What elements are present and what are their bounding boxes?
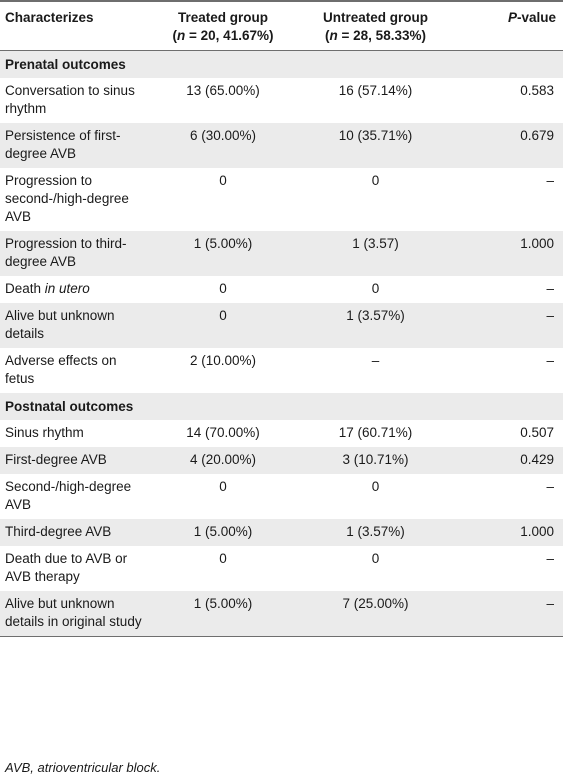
p-value-cell: –: [453, 546, 563, 591]
row-label: [0, 168, 148, 231]
row-label: [0, 348, 148, 393]
row-label-text: Persistence of first-degree AVB: [5, 128, 121, 161]
row-label: [0, 276, 148, 303]
row-label: [0, 231, 148, 276]
untreated-cell: –: [298, 348, 453, 393]
p-value-cell: –: [453, 348, 563, 393]
table-row: [0, 474, 563, 519]
section-heading: Prenatal outcomes: [0, 51, 563, 79]
table-row: [0, 168, 563, 231]
header-p-suffix: -value: [516, 10, 556, 25]
treated-cell: 0: [148, 303, 298, 348]
untreated-cell: 16 (57.14%): [298, 78, 453, 123]
row-label-text: Second-/high-degree AVB: [5, 479, 132, 512]
untreated-cell: 0: [298, 474, 453, 519]
table-footnote: AVB, atrioventricular block.: [5, 760, 161, 775]
header-p-value: [453, 1, 563, 51]
header-untreated-group: Untreated group (n = 28, 58.33%): [298, 1, 453, 51]
table-row: [0, 519, 563, 546]
section-heading: Postnatal outcomes: [0, 393, 563, 420]
p-value-cell: –: [453, 276, 563, 303]
row-label-text: First-degree AVB: [5, 452, 107, 467]
treated-cell: 2 (10.00%): [148, 348, 298, 393]
treated-cell: 0: [148, 546, 298, 591]
row-label-text: Conversation to sinus rhythm: [5, 83, 135, 116]
row-label-text: Sinus rhythm: [5, 425, 84, 440]
treated-cell: 13 (65.00%): [148, 78, 298, 123]
untreated-cell: 0: [298, 546, 453, 591]
treated-cell: 4 (20.00%): [148, 447, 298, 474]
row-label-text: Death due to AVB or AVB therapy: [5, 551, 128, 584]
table-row: [0, 447, 563, 474]
table-row: [0, 276, 563, 303]
table-row: [0, 123, 563, 168]
p-value-cell: 0.583: [453, 78, 563, 123]
row-label-text: Alive but unknown details: [5, 308, 115, 341]
header-treated-n: n: [177, 28, 186, 43]
header-untreated-title: Untreated group: [322, 10, 428, 25]
untreated-cell: 1 (3.57%): [298, 519, 453, 546]
treated-cell: 0: [148, 168, 298, 231]
row-label-text: Progression to third-degree AVB: [5, 236, 127, 269]
p-value-cell: 1.000: [453, 231, 563, 276]
table-row: [0, 420, 563, 447]
untreated-cell: 1 (3.57%): [298, 303, 453, 348]
row-label-text: Alive but unknown details in original study: [5, 596, 142, 629]
row-label: [0, 519, 148, 546]
row-label: [0, 546, 148, 591]
p-value-cell: 0.679: [453, 123, 563, 168]
treated-cell: 14 (70.00%): [148, 420, 298, 447]
row-label-text: Progression to second-/high-degree AVB: [5, 173, 129, 224]
untreated-cell: 10 (35.71%): [298, 123, 453, 168]
p-value-cell: 0.507: [453, 420, 563, 447]
row-label-italic: in utero: [44, 281, 90, 296]
treated-cell: 1 (5.00%): [148, 519, 298, 546]
p-value-cell: –: [453, 591, 563, 637]
row-label: [0, 78, 148, 123]
table-row: [0, 591, 563, 637]
untreated-cell: 7 (25.00%): [298, 591, 453, 637]
p-value-cell: 0.429: [453, 447, 563, 474]
row-label: [0, 303, 148, 348]
table-row: [0, 348, 563, 393]
header-p-letter: P: [507, 10, 517, 25]
table-row: [0, 231, 563, 276]
header-treated-count: = 20, 41.67%): [185, 28, 274, 43]
p-value-cell: –: [453, 303, 563, 348]
header-untreated-count: = 28, 58.33%): [337, 28, 426, 43]
row-label-text: Adverse effects on fetus: [5, 353, 117, 386]
treated-cell: 0: [148, 474, 298, 519]
treated-cell: 1 (5.00%): [148, 591, 298, 637]
row-label-text: Third-degree AVB: [5, 524, 112, 539]
header-characterizes-text: Characterizes: [5, 10, 94, 25]
header-treated-group: Treated group (n = 20, 41.67%): [148, 1, 298, 51]
row-label: [0, 447, 148, 474]
treated-cell: 0: [148, 276, 298, 303]
untreated-cell: 17 (60.71%): [298, 420, 453, 447]
header-row: [0, 1, 563, 51]
section-row: [0, 51, 563, 79]
treated-cell: 1 (5.00%): [148, 231, 298, 276]
table-header: [0, 1, 563, 51]
p-value-cell: –: [453, 168, 563, 231]
p-value-cell: 1.000: [453, 519, 563, 546]
header-untreated-n: n: [329, 28, 338, 43]
table-body: [0, 51, 563, 637]
untreated-cell: 1 (3.57): [298, 231, 453, 276]
row-label: [0, 591, 148, 637]
p-value-cell: –: [453, 474, 563, 519]
table-row: [0, 78, 563, 123]
row-label-text: Death: [5, 281, 45, 296]
treated-cell: 6 (30.00%): [148, 123, 298, 168]
section-row: [0, 393, 563, 420]
untreated-cell: 0: [298, 276, 453, 303]
untreated-cell: 0: [298, 168, 453, 231]
header-characterizes: [0, 1, 148, 51]
untreated-cell: 3 (10.71%): [298, 447, 453, 474]
row-label: [0, 474, 148, 519]
row-label: [0, 420, 148, 447]
table-row: [0, 303, 563, 348]
row-label: [0, 123, 148, 168]
header-treated-title: Treated group: [177, 10, 268, 25]
table-row: [0, 546, 563, 591]
